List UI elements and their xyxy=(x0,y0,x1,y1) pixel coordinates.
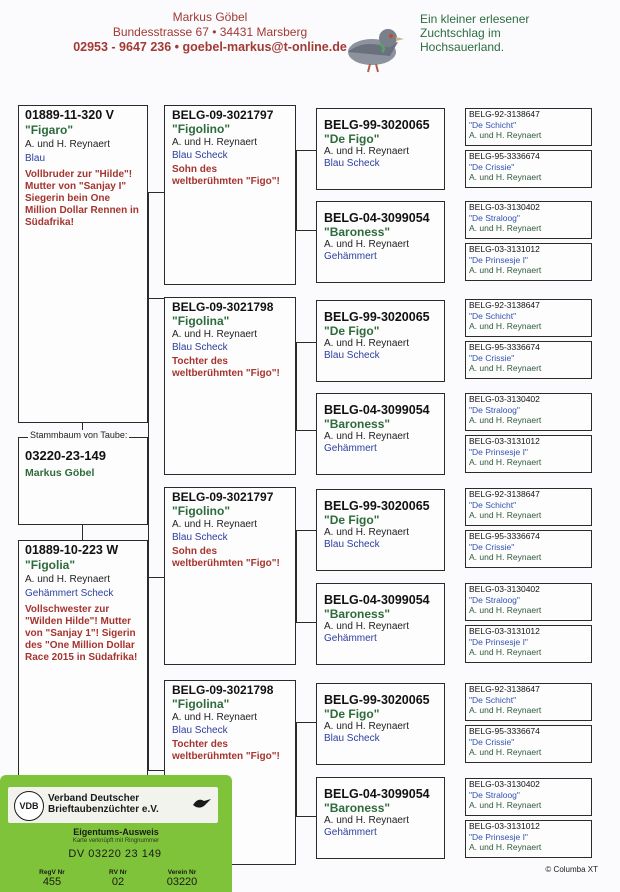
ggp-color: Gehämmert xyxy=(324,827,377,838)
ggp-color: Blau Scheck xyxy=(324,733,380,744)
ggp-color: Blau Scheck xyxy=(324,158,380,169)
great-grandparent-card[interactable] xyxy=(316,777,445,859)
slogan-line: Ein kleiner erlesener xyxy=(420,12,530,26)
great-grandparent-card[interactable] xyxy=(316,108,445,190)
slogan-line: Zuchtschlag im xyxy=(420,26,501,40)
ggp-breeder: A. und H. Reynaert xyxy=(324,431,410,442)
gen4-card[interactable] xyxy=(465,530,592,568)
gen4-card[interactable] xyxy=(465,820,592,858)
gen4-card[interactable] xyxy=(465,583,592,621)
ggp-breeder: A. und H. Reynaert xyxy=(324,815,410,826)
gen4-card[interactable] xyxy=(465,488,592,526)
ggp-color: Blau Scheck xyxy=(324,539,380,550)
slogan xyxy=(420,12,570,54)
gen4-card[interactable] xyxy=(465,243,592,281)
grandparent-name: "Figolina" xyxy=(172,697,230,711)
mother-breeder: A. und H. Reynaert xyxy=(25,574,111,585)
connector-line xyxy=(82,524,83,540)
connector-line xyxy=(296,722,316,723)
gen4-name: "De Crissie" xyxy=(469,161,515,172)
gen4-name: "De Straloog" xyxy=(469,404,520,415)
gen4-name: "De Prinsesje I" xyxy=(469,636,528,647)
gen4-name: "De Straloog" xyxy=(469,212,520,223)
gen4-name: "De Crissie" xyxy=(469,736,515,747)
owner-address: Bundesstrasse 67 • 34431 Marsberg xyxy=(112,25,308,39)
gen4-name: "De Prinsesje I" xyxy=(469,831,528,842)
connector-line xyxy=(296,430,316,431)
connector-line xyxy=(148,298,164,299)
grandparent-name: "Figolino" xyxy=(172,504,231,518)
grandparent-breeder: A. und H. Reynaert xyxy=(172,712,258,723)
gen4-breeder: A. und H. Reynaert xyxy=(469,130,542,140)
ggp-color: Gehämmert xyxy=(324,251,377,262)
connector-line xyxy=(296,530,297,622)
gen4-card[interactable] xyxy=(465,435,592,473)
ggp-breeder: A. und H. Reynaert xyxy=(324,621,410,632)
gen4-breeder: A. und H. Reynaert xyxy=(469,321,542,331)
mother-note: Vollschwester zur "Wilden Hilde"! Mutter von "Sanjay 1"! Sigerin des "One Million Dollar Race 2015 in Südafrika! xyxy=(25,604,138,663)
gen4-breeder: A. und H. Reynaert xyxy=(469,457,542,467)
gen4-card[interactable] xyxy=(465,625,592,663)
ggp-color: Blau Scheck xyxy=(324,350,380,361)
gen4-breeder: A. und H. Reynaert xyxy=(469,800,542,810)
gen4-name: "De Schicht" xyxy=(469,310,517,321)
ggp-ring: BELG-04-3099054 xyxy=(324,787,430,801)
gen4-breeder: A. und H. Reynaert xyxy=(469,510,542,520)
father-color: Blau xyxy=(25,153,46,164)
gen4-breeder: A. und H. Reynaert xyxy=(469,552,542,562)
gen4-card[interactable] xyxy=(465,108,592,146)
gen4-ring: BELG-92-3138647 xyxy=(469,684,540,694)
gen4-card[interactable] xyxy=(465,725,592,763)
ggp-ring: BELG-99-3020065 xyxy=(324,118,430,132)
grandparent-note: Sohn des weltberühmten "Figo"! xyxy=(172,164,280,187)
gen4-card[interactable] xyxy=(465,201,592,239)
ggp-ring: BELG-04-3099054 xyxy=(324,211,430,225)
gen4-name: "De Schicht" xyxy=(469,694,517,705)
gen4-breeder: A. und H. Reynaert xyxy=(469,842,542,852)
grandparent-breeder: A. und H. Reynaert xyxy=(172,519,258,530)
card-header xyxy=(8,787,218,823)
gen4-ring: BELG-92-3138647 xyxy=(469,109,540,119)
grandparent-color: Blau Scheck xyxy=(172,532,228,543)
connector-line xyxy=(296,342,297,430)
slogan-line: Hochsauerland. xyxy=(420,40,505,54)
card-title: Eigentums-Ausweis xyxy=(73,827,159,837)
connector-line xyxy=(296,530,316,531)
connector-line xyxy=(296,342,316,343)
gen4-ring: BELG-03-3131012 xyxy=(469,626,540,636)
grandparent-ring: BELG-09-3021797 xyxy=(172,108,274,122)
gen4-card[interactable] xyxy=(465,778,592,816)
ggp-breeder: A. und H. Reynaert xyxy=(324,721,410,732)
connector-line xyxy=(296,150,297,230)
great-grandparent-card[interactable] xyxy=(316,583,445,665)
card-ring: DV 03220 23 149 xyxy=(68,848,162,860)
card-subtitle: Karte verknüpft mit Ringnummer xyxy=(72,838,160,844)
card-col-value: 03220 xyxy=(166,876,198,888)
ggp-name: "De Figo" xyxy=(324,707,380,721)
ggp-ring: BELG-04-3099054 xyxy=(324,403,430,417)
connector-line xyxy=(296,622,316,623)
gen4-card[interactable] xyxy=(465,299,592,337)
grandparent-breeder: A. und H. Reynaert xyxy=(172,329,258,340)
grandparent-name: "Figolino" xyxy=(172,122,231,136)
mother-ring: 01889-10-223 W xyxy=(25,543,119,557)
gen4-breeder: A. und H. Reynaert xyxy=(469,747,542,757)
connector-line xyxy=(296,816,316,817)
gen4-card[interactable] xyxy=(465,150,592,188)
subject-ring: 03220-23-149 xyxy=(25,448,106,463)
software-credit: © Columba XT xyxy=(545,865,598,874)
father-ring: 01889-11-320 V xyxy=(25,108,114,122)
grandparent-note: Sohn des weltberühmten "Figo"! xyxy=(172,546,280,569)
gen4-ring: BELG-95-3336674 xyxy=(469,342,540,352)
gen4-ring: BELG-03-3131012 xyxy=(469,244,540,254)
gen4-ring: BELG-03-3130402 xyxy=(469,779,540,789)
connector-line xyxy=(148,770,164,771)
gen4-name: "De Straloog" xyxy=(469,594,520,605)
great-grandparent-card[interactable] xyxy=(316,201,445,283)
ggp-breeder: A. und H. Reynaert xyxy=(324,527,410,538)
card-col-label: RegV Nr xyxy=(39,869,65,876)
ggp-color: Gehämmert xyxy=(324,443,377,454)
connector-line xyxy=(296,722,297,816)
subject-owner: Markus Göbel xyxy=(25,467,95,479)
grandparent-note: Tochter des weltberühmten "Figo"! xyxy=(172,739,280,762)
ggp-name: "De Figo" xyxy=(324,513,380,527)
gen4-ring: BELG-95-3336674 xyxy=(469,151,540,161)
gen4-breeder: A. und H. Reynaert xyxy=(469,363,542,373)
grandparent-breeder: A. und H. Reynaert xyxy=(172,137,258,148)
connector-line xyxy=(148,385,149,770)
ggp-name: "Baroness" xyxy=(324,801,391,815)
card-col-verein xyxy=(152,869,212,888)
gen4-card[interactable] xyxy=(465,341,592,379)
gen4-ring: BELG-03-3130402 xyxy=(469,202,540,212)
card-org xyxy=(48,793,159,815)
father-note: Vollbruder zur "Hilde"! Mutter von "Sanjay I" Siegerin bein One Million Dollar Rennen in Südafrika! xyxy=(25,169,139,228)
ggp-breeder: A. und H. Reynaert xyxy=(324,146,410,157)
ggp-ring: BELG-99-3020065 xyxy=(324,310,430,324)
connector-line xyxy=(296,150,316,151)
connector-line xyxy=(296,230,316,231)
grandparent-note: Tochter des weltberühmten "Figo"! xyxy=(172,356,280,379)
father-card[interactable] xyxy=(18,105,148,423)
card-col-rv xyxy=(88,869,148,888)
card-col-regv xyxy=(22,869,82,888)
great-grandparent-card[interactable] xyxy=(316,683,445,765)
ggp-ring: BELG-99-3020065 xyxy=(324,499,430,513)
ggp-color: Gehämmert xyxy=(324,633,377,644)
grandparent-card[interactable] xyxy=(164,487,296,665)
card-col-value: 02 xyxy=(111,876,125,888)
ggp-name: "De Figo" xyxy=(324,324,380,338)
vdb-logo-icon: VDB xyxy=(14,791,44,821)
gen4-breeder: A. und H. Reynaert xyxy=(469,223,542,233)
pigeon-photo xyxy=(332,12,408,78)
gen4-ring: BELG-03-3131012 xyxy=(469,821,540,831)
gen4-ring: BELG-03-3131012 xyxy=(469,436,540,446)
grandparent-ring: BELG-09-3021798 xyxy=(172,300,274,314)
gen4-breeder: A. und H. Reynaert xyxy=(469,415,542,425)
gen4-ring: BELG-92-3138647 xyxy=(469,489,540,499)
ownership-card xyxy=(0,775,232,892)
grandparent-color: Blau Scheck xyxy=(172,342,228,353)
mother-name: "Figolia" xyxy=(25,558,76,572)
ggp-name: "Baroness" xyxy=(324,607,391,621)
ggp-name: "De Figo" xyxy=(324,132,380,146)
gen4-ring: BELG-95-3336674 xyxy=(469,726,540,736)
card-col-label: Verein Nr xyxy=(167,869,197,876)
owner-name: Markus Göbel xyxy=(172,10,248,24)
connector-line xyxy=(148,577,164,578)
gen4-name: "De Schicht" xyxy=(469,499,517,510)
connector-line xyxy=(148,192,164,193)
gen4-breeder: A. und H. Reynaert xyxy=(469,647,542,657)
card-org-line: Brieftaubenzüchter e.V. xyxy=(48,804,159,815)
card-org-line: Verband Deutscher xyxy=(48,793,140,804)
gen4-card[interactable] xyxy=(465,393,592,431)
gen4-breeder: A. und H. Reynaert xyxy=(469,172,542,182)
subject-title: Stammbaum von Taube: xyxy=(30,430,128,440)
grandparent-card[interactable] xyxy=(164,105,296,285)
ggp-breeder: A. und H. Reynaert xyxy=(324,239,410,250)
mother-color: Gehämmert Scheck xyxy=(25,588,114,599)
owner-contact: 02953 - 9647 236 • goebel-markus@t-online.de xyxy=(73,40,347,54)
gen4-card[interactable] xyxy=(465,683,592,721)
gen4-name: "De Straloog" xyxy=(469,789,520,800)
father-name: "Figaro" xyxy=(25,123,74,137)
gen4-ring: BELG-92-3138647 xyxy=(469,300,540,310)
grandparent-ring: BELG-09-3021797 xyxy=(172,490,274,504)
gen4-name: "De Prinsesje I" xyxy=(469,254,528,265)
ggp-breeder: A. und H. Reynaert xyxy=(324,338,410,349)
gen4-name: "De Crissie" xyxy=(469,541,515,552)
gen4-name: "De Crissie" xyxy=(469,352,515,363)
gen4-breeder: A. und H. Reynaert xyxy=(469,265,542,275)
gen4-name: "De Schicht" xyxy=(469,119,517,130)
grandparent-ring: BELG-09-3021798 xyxy=(172,683,274,697)
ggp-ring: BELG-04-3099054 xyxy=(324,593,430,607)
grandparent-name: "Figolina" xyxy=(172,314,230,328)
ggp-name: "Baroness" xyxy=(324,225,391,239)
card-col-label: RV Nr xyxy=(109,869,127,876)
grandparent-card[interactable] xyxy=(164,297,296,475)
father-breeder: A. und H. Reynaert xyxy=(25,139,111,150)
great-grandparent-card[interactable] xyxy=(316,489,445,571)
grandparent-color: Blau Scheck xyxy=(172,725,228,736)
gen4-breeder: A. und H. Reynaert xyxy=(469,605,542,615)
grandparent-color: Blau Scheck xyxy=(172,150,228,161)
gen4-breeder: A. und H. Reynaert xyxy=(469,705,542,715)
subject-card[interactable] xyxy=(18,437,148,525)
great-grandparent-card[interactable] xyxy=(316,300,445,382)
gen4-ring: BELG-95-3336674 xyxy=(469,531,540,541)
card-col-value: 455 xyxy=(42,876,62,888)
gen4-ring: BELG-03-3130402 xyxy=(469,584,540,594)
ggp-name: "Baroness" xyxy=(324,417,391,431)
bird-icon xyxy=(192,795,212,811)
ggp-ring: BELG-99-3020065 xyxy=(324,693,430,707)
gen4-ring: BELG-03-3130402 xyxy=(469,394,540,404)
great-grandparent-card[interactable] xyxy=(316,393,445,475)
mother-card[interactable] xyxy=(18,540,148,785)
gen4-name: "De Prinsesje I" xyxy=(469,446,528,457)
